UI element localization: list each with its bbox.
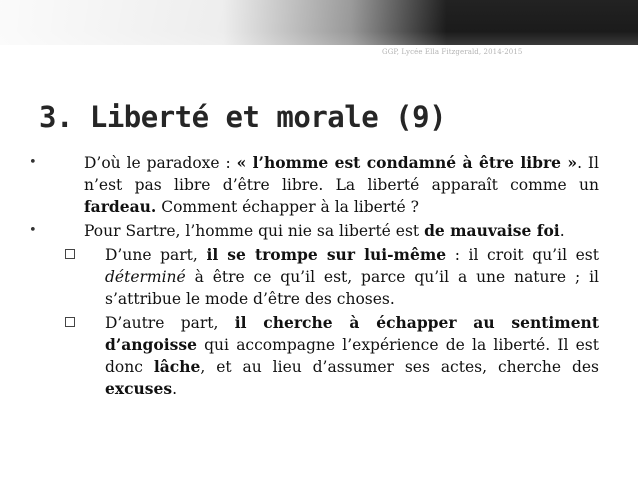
bullet-dot-icon: •: [29, 223, 37, 238]
subbullet-text: [105, 314, 599, 398]
text-run-bold: il se trompe sur lui-même: [206, 245, 447, 264]
bullet-dot-icon: •: [29, 155, 37, 170]
bullet-item: [29, 220, 599, 242]
square-bullet-icon: [65, 249, 75, 259]
text-run-bold: fardeau.: [84, 197, 157, 216]
text-run-bold: il cherche à échapper au sentiment d’angoisse: [105, 313, 599, 354]
text-run: qui accompagne l’expérience de la liberté. Il est donc: [105, 336, 599, 376]
text-run-bold: de mauvaise foi: [424, 221, 560, 240]
text-run: D’une part,: [105, 246, 207, 264]
text-run: D’où le paradoxe :: [84, 154, 237, 172]
bullet-text: [84, 222, 565, 240]
text-run: : il croit qu’il est: [446, 246, 599, 264]
subbullet-item: [105, 312, 599, 400]
square-bullet-icon: [65, 317, 75, 327]
text-run: , et au lieu d’assumer ses actes, cherche des: [200, 358, 599, 376]
slide-body: [0, 152, 638, 402]
bullet-item: [29, 152, 599, 218]
text-run: D’autre part,: [105, 314, 235, 332]
text-run: Pour Sartre, l’homme qui nie sa liberté est: [84, 222, 425, 240]
subbullet-text: [105, 246, 599, 308]
bullet-text: [84, 154, 599, 216]
header-credit: GGP, Lycée Ella Fitzgerald, 2014-2015: [382, 48, 523, 56]
text-run: .: [172, 380, 178, 398]
text-run: .: [559, 222, 565, 240]
text-run: . Il n’est pas libre d’être libre. La liberté apparaît comme un: [84, 154, 599, 194]
text-run: Comment échapper à la liberté ?: [156, 198, 419, 216]
text-run-italic: déterminé: [105, 268, 186, 286]
text-run-bold: lâche: [153, 357, 201, 376]
subbullet-item: [105, 244, 599, 310]
text-run: à être ce qu’il est, parce qu’il a une nature ; il s’attribue le mode d’être des choses.: [105, 268, 599, 308]
slide-title: 3. Liberté et morale (9): [39, 100, 447, 134]
header-bar: [0, 0, 638, 45]
text-run-bold: « l’homme est condamné à être libre »: [236, 153, 578, 172]
text-run-bold: excuses: [105, 379, 173, 398]
